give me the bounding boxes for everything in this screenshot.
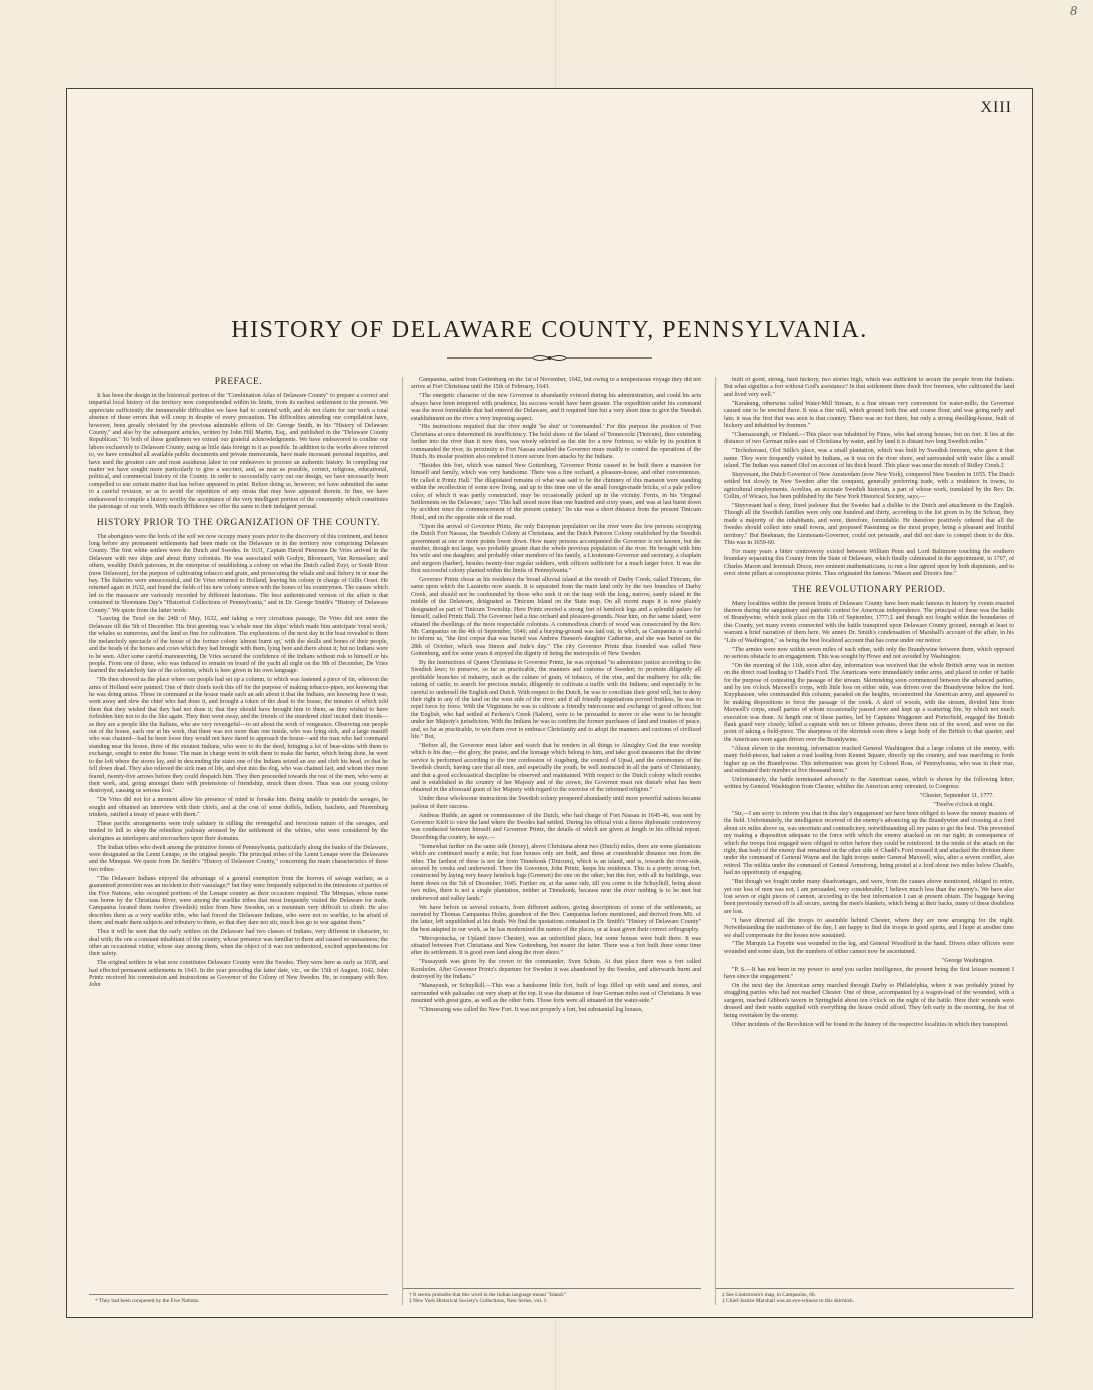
history-paragraph: The aborigines were the lords of the soil we now occupy many years prior to the discovery of this continent, and hence long before any permanent settlements had been made on the Delaware or in the territory now comprising Delaware County. The first white settlers were the Dutch and Swedes. In 1631, Captain David Pietersen De Vries arrived in the Delaware with two ships and about thirty colonists. He was associated with Godyn, Bloemaert, Van Rensselaer, and others, wealthy Dutch patroons, in the enterprise of establishing a colony on what the Dutch called Zuyt, or South River (now Delaware), for the purpose of cultivating tobacco and grain, and prosecuting the whale and seal fishery in or near the bay. The fisheries were unsuccessful, and De Vries returned to Holland, leaving his colony in charge of Gillis Osset. He returned again in 1632, and found the fields of his new colony strewn with the bones of his countrymen. The causes which led to the massacre are variously recorded by different historians. The best authenticated version of the affair is that contained in Shoemans Day's "Historical Collections of Pennsylvania," and in Dr. George Smith's "History of Delaware County." We quote from the latter work: xyxy=(89,533,388,614)
body-paragraph: Governor Printz chose as his residence the broad alluvial island at the mouth of Darby Creek, called Tinicum, the same upon which the Lazaretto now stands. It is separated from the main land only by the two branches of Darby Creek, and should not be confounded by those who seek it on the map with the long, narrow, sandy island in the middle of the Delaware, designated as Tinicum Island on the State map. On all recent maps it is now plainly designated as part of Tinicum Township. Here Printz erected a strong fort of hemlock logs and a splendid palace for himself, called Printz Hall. The Governor had a fine orchard and pleasure-grounds. Near him, on the same island, were situated the dwellings of the more respectable colonists. A commodious church of wood was consecrated by the Rev. Mr. Campanius on the 4th of September, 1646; and a burying-ground was laid out, in which, as Campanius is careful to inform us, "the first corpse that was buried was Andrew Hansen's daughter Catherine, and she was buried on the 28th of October, which was Simon and Jude's day." The city Governor Printz thus founded was called New Gottenburg, and for some years it enjoyed the dignity of being the metropolis of New Sweden. xyxy=(411,577,701,658)
body-paragraph: "Chinsessing was called the New Fort. It was not properly a fort, but substantial log houses, xyxy=(419,1006,643,1013)
footnote: * They had been conquered by the Five Nations. xyxy=(95,1298,200,1305)
body-paragraph: "Manayunk, or Schuylkill.—This was a handsome little fort, built of logs filled up with sand and stones, and surrounded with palisades cut very sharp at the top. It was the distance of four German miles east of Christiana. It was mounted with great guns, as well as the other forts. Those forts were all situated on the water-side." xyxy=(411,983,701,1004)
history-paragraph: Thus it will be seen that the early settlers on the Delaware had two classes of Indians, very different in character, to deal with; the one a constant inhabitant of the country, whose presence was familiar to them and caused no uneasiness; the other an occasional visitor, whose stay among them, when the object of it was not understood, excited apprehensions for their safety. xyxy=(89,929,388,958)
letter-paragraph: "But though we fought under many disadvantages, and were, from the causes above mentioned, obliged to retire, yet our loss of men was not, I am persuaded, very considerable; I believe much less than the enemy's. We have also lost seven or eight pieces of cannon, according to the best information I can at present obtain. The baggage having been previously moved off is all secure, saving the men's blankets, which being at their backs, many of these doubtless are lost. xyxy=(724,879,1014,915)
column-1 xyxy=(89,377,388,1305)
revolution-paragraph: Many localities within the present limits of Delaware County have been made famous in history by events enacted thereon during the sanguinary and patriotic contest for American independence. The principal of these was the battle of Brandywine, which took place on the 11th of September, 1777;‡ and though not fought within the boundaries of this County, yet many events connected with the battle transpired upon Delaware County ground, enough at least to warrant a brief narration of them here. We annex Dr. Smith's condensation of Marshall's account of the affair, in his "Life of Washington," as being the best localized account that has come under our notice: xyxy=(724,600,1014,644)
revolution-paragraph: "On the morning of the 11th, soon after day, information was received that the whole British army was in motion on the direct road leading to Chadd's Ford. The Americans were immediately under arms, and placed in order of battle for the purpose of contesting the passage of the stream. Skirmishing soon commenced between the advanced parties, and by ten o'clock Maxwell's corps, with little loss on either side, was driven over the Brandywine below the ford. Knyphausen, who commanded this column, paraded on the heights, reconnoitred the American army, and appeared to be making dispositions to force the passage of the creek. A skirt of woods, with the stream, divided him from Maxwell's corps, small parties of whom occasionally passed over and kept up a scattering fire, by which not much execution was done. At length one of these parties, led by Captains Waggoner and Porterfield, engaged the British flank guard very closely, killed a captain with ten or fifteen privates, drove them out of the wood, and were on the point of taking a field-piece. The sharpness of the skirmish soon drew a large body of the British to that quarter, and the Americans were again driven over the Brandywine. xyxy=(724,662,1014,743)
column-2-footnotes xyxy=(403,1288,701,1305)
footnote: ‡ See Lindstroom's map, in Campanius, 66. xyxy=(722,1291,816,1298)
heading-history-prior: HISTORY PRIOR TO THE ORGANIZATION OF THE COUNTY. xyxy=(96,517,381,528)
text-columns xyxy=(89,377,1014,1305)
heading-preface: PREFACE. xyxy=(214,377,263,387)
body-paragraph: For many years a bitter controversy existed between William Penn and Lord Baltimore touching the southern boundary separating this County from the State of Delaware, which finally culminated in the appointment, in 1767, of Charles Mason and Jeremiah Dixon, two eminent mathematicians, to run a line agreed upon by both disputants, and to erect stone pillars at conspicuous points. Thus originated the famous "Mason and Dixon's line." xyxy=(724,548,1014,578)
footnote: ‡ Chief-Justice Marshall was an eye-witness to this skirmish. xyxy=(722,1298,854,1305)
history-paragraph: "The Delaware Indians enjoyed the advantage of a general exemption from the horrors of savage warfare, as a guaranteed protection was an incident to their vassalage;* but they were frequently subjected to the intrusions of parties of the Five Nations, who occupied portions of the Lenape country as their occasions required. The Minquas, whose name was borne by the Christiana River, were among the warlike tribes that most frequently visited the Delaware for trade. Campanius located them twelve (Swedish) miles from New Sweden, on a mountain very difficult to climb. He also describes them as a very warlike tribe, who had forced the Delaware Indians, who were not so warlike, to be afraid of them; and made them subjects and tributary to them, so that they dare not stir, much less go to war against them." xyxy=(89,875,388,927)
body-paragraph: "Chamassungh, or Finland.—This place was inhabited by Finns, who had strong houses, but no fort. It lies at the distance of two German miles east of Christiana by water, and by land it is distant two long Swedish miles." xyxy=(724,431,1014,446)
letter-paragraph: "P. S.—It has not been in my power to send you earlier intelligence, the present being the first leisure moment I have since the engagement." xyxy=(724,966,1014,981)
column-1-footnotes xyxy=(89,1294,388,1305)
page-title: HISTORY OF DELAWARE COUNTY, PENNSYLVANIA. xyxy=(231,317,868,344)
revolution-paragraph: "The armies were now within seven miles of each other, with only the Brandywine between them, which opposed no serious obstacle to an engagement. This was sought by Howe and not avoided by Washington. xyxy=(724,646,1014,660)
letter-paragraph: "Sir,—I am sorry to inform you that in this day's engagement we have been obliged to leave the enemy masters of the field. Unfortunately, the intelligence received of the enemy's advancing up the Brandywine and crossing at a ford about six miles above us, was uncertain and contradictory, notwithstanding all my pains to get the best. This prevented my making a disposition adequate to the force with which the enemy attacked us on our right; in consequence of which the troops first engaged were obliged to retire before they could be reinforced. In the midst of the attack on the right, that body of the enemy that remained on the other side of Chadd's Ford crossed it and attacked the division there under the command of General Wayne and the light troops under General Maxwell, who, after a severe conflict, also retired. The militia under the command of General Armstrong, being posted at a ford about two miles below Chadd's, had no opportunity of engaging. xyxy=(724,811,1014,877)
body-paragraph: "Passayunk was given by the crown to the commander, Sven Schute. At that place there was a fort called Korsholm. After Governor Printz's departure for Sweden it was abandoned by the Swedes, and afterwards burnt and destroyed by the Indians." xyxy=(411,959,701,981)
page-number: XIII xyxy=(980,99,1012,116)
body-paragraph: built of good, strong, hard hickory, two stories high, which was sufficient to secure the people from the Indians. But what signifies a fort without God's assistance? In that settlement there dwelt five freemen, who cultivated the land and lived very well." xyxy=(724,377,1014,398)
history-paragraph: The original settlers in what now constitutes Delaware County were the Swedes. They were here as early as 1638, and had effected permanent settlements in 1643. In the year preceding the latter date, viz., on the 15th of August, 1642, John Printz received his commission and instructions as Governor of the Colony of New Sweden. He, in company with Rev. John xyxy=(89,960,388,989)
preface-paragraph: It has been the design in the historical portion of the "Combination Atlas of Delaware County" to prepare a correct and impartial local history of the territory now comprehended within its limits, from its earliest settlement to the present. We appreciate sufficiently the innumerable difficulties we have had to contend with, and do not claim for our work a total absence of those errors that will creep in despite of every precaution. The difficulties attending our compilation have, however, been greatly obviated by the previous admirable efforts of Dr. George Smith, in his "History of Delaware County," and also by the subsequent articles, written by John Hill Martin, Esq., and published in the "Delaware County Republican." To both of these gentlemen we extend our grateful acknowledgments. We have endeavored to confine our labors exclusively to Delaware County, using as little data foreign to it as possible. In addition to the works above referred to, we have consulted all available public documents and private memoranda, have made incessant personal inquiries, and have used the greatest care and most assiduous labor in our endeavors to procure an authentic history. In compiling our matter we have sought more particularly to give a succinct, and, as near as possible, correct, religious, educational, political, and commercial history of the County. In order to successfully carry out our design, we have necessarily been compelled to use certain matter that has before appeared in print. Before doing so, however, we have submitted the same to a careful revision, so as to avoid the repetition of any errata that may have appeared therein. In fine, we have endeavored to compile a history worthy the acceptance of the very intelligent portion of the community which constitutes the patronage of our work. With much diffidence we offer the same to their indulgent perusal. xyxy=(89,393,388,511)
column-3-footnotes xyxy=(716,1288,1014,1305)
letter-place-date: "Chester, September 11, 1777. xyxy=(919,793,994,800)
history-paragraph: These pacific arrangements were truly salutary in stilling the revengeful and ferocious nature of the savages, and tended to lull to sleep the relentless jealousy aroused by the settlement of the whites, who were considered by the aborigines as interlopers and encroachers upon their domains. xyxy=(89,820,388,842)
column-3 xyxy=(715,377,1014,1305)
history-paragraph: "He then showed us the place where our people had set up a column, to which was fastened a piece of tin, whereon the arms of Holland were painted. One of their chiefs took this off for the purpose of making tobacco-pipes, not knowing that he was doing amiss. Those in command at the house made such an ado about it that the Indians, not knowing how it was, went away and slew the chief who had done it, and brought a token of the dead to the house, the inmates of which told them that they wished that they had not done it; that they should have brought him to them, as they wished to have forbidden him not to do the like again. They then went away, and the friends of the murdered chief incited their friends—as they are a people like the Italians, who are very revengeful—to set about the work of vengeance. Observing our people out of the house, each one at his work, that there was not more than one inside, who was lying sick, and a large mastiff who was chained—had he been loose they would not have dared to approach the house—and the man who had command standing near the house, three of the stoutest Indians, who were to do the deed, bringing a lot of bear-skins with them to exchange, sought to enter the house. The man in charge went in with them to make the barter, which being done, he went to the loft where the stores lay, and in descending the stairs one of the Indians seized an axe and cleft his head, so that he fell down dead. They also relieved the sick man of life, and shot into the dog, who was chained fast, and whom they most feared, twenty-five arrows before they could despatch him. They then proceeded towards the rest of the men, who were at their work, and, going amongst them with pretensions of friendship, struck them down. Thus was our young colony destroyed, causing us serious loss.' xyxy=(89,677,388,795)
heading-revolutionary-period: THE REVOLUTIONARY PERIOD. xyxy=(792,584,946,595)
body-paragraph: "Before all, the Governor must labor and watch that he renders in all things to Almighty God the true worship which is his due,—the glory, the praise, and the homage which belong to him, and take good measures that the divine service is performed according to the true confession of Augsburg, the council of Upsal, and the ceremonies of the Swedish church, having care that all men, and especially the youth, be well instructed in all the parts of Christianity, and that a good ecclesiastical discipline be observed and maintained. With respect to the Dutch colony which resides and is established in the country of her Majesty and of the crown, the Governor must not disturb what has been obtained in the aforesaid grant of her Majesty with regard to the exercise of the reformed religion." xyxy=(411,743,701,794)
letter-paragraph: Other incidents of the Revolution will be found in the history of the respective localities in which they transpired. xyxy=(732,1021,1009,1028)
revolution-paragraph: "About eleven in the morning, information reached General Washington that a large column of the enemy, with many field-pieces, had taken a road leading from Kennet Square, directly up the country, and was marching to fords higher up on the Brandywine. This information was given by Colonel Ross, of Pennsylvania, who was in their rear, and estimated their number at five thousand men." xyxy=(724,745,1014,774)
body-paragraph: "Techoherassi, Olof Stille's place, was a small plantation, which was built by Swedish freemen, who gave it that name. They were frequently visited by Indians, as it was on the river shore, and surrounded with water like a small island. The Indian was named Olof on account of his thick beard. This place was near the mouth of Ridley Creek.‡ xyxy=(724,448,1014,469)
body-paragraph: "The energetic character of the new Governor is abundantly evinced during his administration, and could his acts always have been tempered with prudence, his success would have been greater. The expedition under his command was the most formidable that had entered the Delaware, and it required him but a very short time to give the Swedish establishment on the river a very imposing aspect. xyxy=(411,393,701,422)
footnote: † It seems probable that this word in the Indian language meant "Island." xyxy=(409,1291,567,1298)
body-paragraph: "Stuyvesant had a deep, fixed jealousy that the Swedes had a dislike to the Dutch and attachment to the English. Though all the Swedish families were only one hundred and thirty, according to the list given in by the Schout, they made a majority of the inhabitants, and were, therefore, formidable. He therefore positively ordered that all the Swedes should collect into small towns, and proposed Passuinng as the most proper, being a pleasant and fruitful territory." But Beekman, the Lieutenant-Governor, could not persuade, and did not dare to compel them to do this. This was in 1659-60. xyxy=(724,503,1014,547)
body-paragraph: Stuyvesant, the Dutch Governor of New Amsterdam (now New York), conquered New Sweden in 1655. The Dutch settled but slowly in New Sweden after the conquest, generally preferring trade, with a residence in towns, to agricultural employments. Acrelius, an accurate Swedish historian, a part of whose work, translated by the Rev. Dr. Collin, of Wicaco, has been published by the New York Historical Society, says,— xyxy=(724,471,1014,501)
body-paragraph: "Mecoponacka, or Upland (now Chester), was an unfortified place, but some houses were built there. It was situated between Fort Christiana and New Gottenburg, but nearer the latter. There was a fort built there some time after its settlement. It is good even land along the river shore." xyxy=(411,935,701,957)
column-2 xyxy=(402,377,701,1305)
letter-paragraph: "I have directed all the troops to assemble behind Chester, where they are now arranging for the night. Notwithstanding the misfortunes of the day, I am happy to find the troops in good spirits, and I hope at another time we shall compensate for the losses now sustained. xyxy=(724,917,1014,939)
body-paragraph: Andreas Hudde, an agent or commissioner of the Dutch, who had charge of Fort Nassau in 1645-46, was sent by Governor Kieft to view the land where the Swedes had settled. During his official visit a fierce diplomatic controversy was conducted between himself and Governor Printz, the details of which are given at length in his official report. Describing the country, he says,— xyxy=(411,812,701,841)
page-frame xyxy=(66,88,1033,1318)
ornament-divider xyxy=(447,353,652,363)
body-paragraph: "Karakung, otherwise called Water-Mill Stream, is a fine stream very convenient for water-mills; the Governor caused one to be erected there. It was a fine mill, which ground both fine and coarse flour, and was going early and late; it was the first that was seen in that country. There was no fort there, but only a strong dwelling-house, built of hickory and inhabited by freemen." xyxy=(724,400,1014,429)
letter-paragraph: On the next day the American army marched through Darby to Philadelphia, where it was probably joined by straggling parties who had not reached Chester. One of these, accompanied by a wagon-load of the wounded, with a surgeon, reached Gibbon's tavern in Springfield about ten o'clock on the night of the battle. Here their wounds were dressed and their wants supplied with everything the house could afford. They left early in the morning, for fear of being overtaken by the enemy. xyxy=(724,982,1014,1019)
letter-signature: "George Washington. xyxy=(941,957,994,964)
revolution-paragraph: Unfortunately, the battle terminated adversely to the American cause, which is shown by the following letter, written by General Washington from Chester, whither the American army retreated, to Congress: xyxy=(724,776,1014,791)
body-paragraph: "Somewhat farther on the same side (Jersey), above Christiana about two (Dutch) miles, there are some plantations which are continued nearly a mile; but four houses only are built, and these at considerable distance one from the other. The farthest of these is not far from Tinnekonk (Tinicum), which is an island, and is, towards the river-side, secured by creeks and underwood. There the Governor, John Printz, keeps his residence. This is a pretty strong fort, constructed by laying very heavy hemlock logs (Greenen) the one on the other; but this fort, with all its buildings, was burnt down on the 5th of December, 1645. Further on, at the same side, till you come to the Schuylkill, being about two miles, there is not a single plantation, neither at Tinnekonk, because near the river nothing is to be met but underwood and valley lands." xyxy=(411,843,701,902)
corner-page-mark: 8 xyxy=(1070,4,1077,19)
body-paragraph: Campanius, sailed from Gottenburg on the 1st of November, 1642, but owing to a tempestuous voyage they did not arrive at Fort Christiana until the 15th of February, 1643. xyxy=(411,377,701,391)
history-paragraph: "De Vries did not for a moment allow his presence of mind to forsake him. Being unable to punish the savages, he sought and obtained an interview with their chiefs, and at the cost of some duffels, bullets, hatchets, and Nuremburg trinkets, ratified a treaty of peace with them." xyxy=(89,797,388,819)
body-paragraph: Under these wholesome instructions the Swedish colony prospered abundantly until more powerful nations became jealous of their success. xyxy=(411,796,701,810)
history-paragraph: The Indian tribes who dwelt among the primitive forests of Pennsylvania, particularly along the banks of the Delaware, were designated as the Lenni Lenape, or the original people. The principal tribes of the Lenni Lenape were the Delawares and the Minquas. We quote from Dr. Smith's "History of Delaware County," concerning the main characteristics of these two tribes: xyxy=(89,844,388,873)
footnote: ‡ New York Historical Society's Collections, New Series, vol. 1. xyxy=(409,1298,548,1305)
body-paragraph: We have before us several extracts, from different authors, giving descriptions of some of the settlements, as narrated by Thomas Campanius Holm, grandson of the Rev. Campanius before mentioned, and derived from MS. of the latter, left unpublished at his death. We find the quotations contained in Dr. Smith's "History of Delaware County" the best adapted to our work, as he has modernized the names of the places, or at least given their correct orthography. xyxy=(411,904,701,933)
history-paragraph: "Leaving the Texel on the 24th of May, 1632, and taking a very circuitous passage, De Vries did not enter the Delaware till the 5th of December. His first greeting was 'a whale near the ships' which made him anticipate 'royal work,' the whales so numerous, and the land so fine for cultivation. The explorations of the next day in the boat revealed to them the melancholy spectacle of the house of the former colony 'almost burnt up,' with the skulls and bones of their people, and the heads of the horses and cows which they had brought with them, lying here and there about it; but no Indians were to be seen. After some careful manoeuvring, De Vries secured the confidence of the Indians without risk to himself or his people. From one of these, who was induced to remain on board of the yacht all night on the 9th of December, De Vries learned the melancholy fate of the colonists, which is here given in his own language: xyxy=(89,616,388,675)
body-paragraph: "Upon the arrival of Governor Printz, the only European population on the river were the few persons occupying the Dutch Fort Nassau, the Swedish Colony at Christiana, and the Dutch Patroon Colony established by the Swedish government at one or more points lower down. How many persons accompanied the Governor is not known, but the number, though not large, was probably greater than the whole previous population of the river. He brought with him his wife and one daughter, and probably other members of his family, a Lieutenant-Governor and secretary, a chaplain and surgeon (barber), besides twenty-four regular soldiers, with officers sufficient for a much larger force. It was the first successful colony planted within the limits of Pennsylvania." xyxy=(411,523,701,575)
body-paragraph: "Besides this fort, which was named New Gottenburg, 'Governor Printz caused to be built there a mansion for himself and family, which was very handsome. There was a fine orchard, a pleasure-house, and other conveniences. He called it Printz Hall.' The dilapidated remains of what was said to be the chimney of this mansion were standing within the recollection of some now living, and up to this time one of the small foreign-made bricks, of a pale yellow color, of which it was partly constructed, may be occasionally picked up in the vicinity. Ferris, in his 'Original Settlements on the Delaware,' says: 'This hall stood more than one hundred and sixty years, and was at last burnt down by accident since the commencement of the present century.' Its site was a short distance from the present Tinicum Hotel, and on the opposite side of the road. xyxy=(411,462,701,521)
body-paragraph: "His instructions required that the river might 'be shut' or 'commanded.' For this purpose the position of Fort Christiana at once determined its insufficiency. The bold shore of the island of Tennecockt (Tinicum), then extending farther into the river than it now does, was wisely selected as the site for a new fortress; so while by its position it commanded the river, its proximity to Fort Nassau enabled the Governor more readily to control the operations of the Dutch. Its insular position also rendered it more secure from attacks by the Indians. xyxy=(411,424,701,461)
body-paragraph: By the instructions of Queen Christiana to Governor Printz, he was enjoined "to administer justice according to the Swedish laws; to preserve, so far as practicable, the manners and customs of Sweden; to promote diligently all profitable branches of industry, such as the culture of grain, of tobacco, of the vine, and the mulberry for silk; the raising of cattle; to search for precious metals; diligently to cultivate a traffic with the Indians; and especially to be careful to undersell the English and Dutch. With respect to the Dutch, he was to conciliate their good will, but to deny their right to any of the land on the west side of the river; and if all friendly negotiations proved fruitless, he was to repel force by force. With the Virginians he was to cultivate a friendly intercourse and exchange of good offices; but the English, who had settled at Ferkens's Creek (Salem), were to be persuaded to move or else were to be brought under her Majesty's jurisdiction. With the Indians he was to confirm the former purchases of land and treaties of peace, and, so far as practicable, to win them over to embrace Christianity and to adopt the manners and customs of civilized life." But, xyxy=(411,660,701,741)
letter-time: "Twelve o'clock at night. xyxy=(933,802,994,809)
letter-paragraph: "The Marquis La Fayette was wounded in the leg, and General Woodford in the hand. Divers other officers were wounded and some slain, but the numbers of either cannot now be ascertained. xyxy=(724,941,1014,955)
